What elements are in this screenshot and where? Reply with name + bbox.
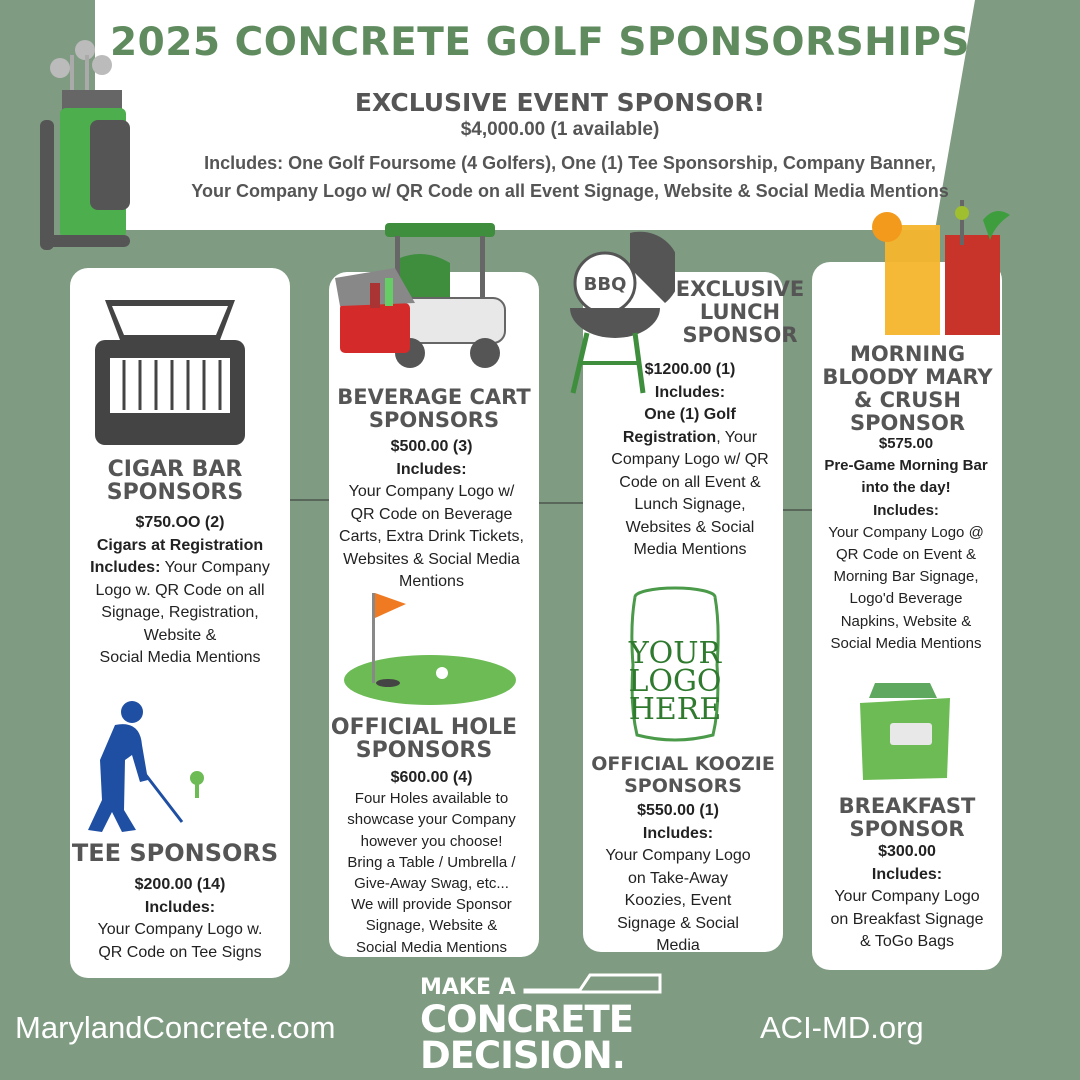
beverage-heading-line: BEVERAGE CART [337, 385, 531, 409]
exclusive-event-price: $4,000.00 (1 available) [460, 119, 660, 140]
lunch-line: Media Mentions [633, 541, 747, 558]
golf-hole-icon [340, 588, 530, 710]
hole-line: showcase your Company [347, 811, 516, 829]
koozie-heading-line: OFFICIAL KOOZIE [591, 753, 775, 775]
hole-price: $600.00 (4) [390, 769, 473, 786]
bloody-includes: Includes: [873, 501, 939, 519]
cocktail-glasses-icon [865, 195, 1015, 340]
tee-includes: Includes: [144, 898, 216, 916]
breakfast-heading-line: BREAKFAST [838, 794, 976, 818]
bloody-line: Napkins, Website & [840, 612, 972, 630]
exclusive-includes-line: Your Company Logo w/ QR Code on all Event Signage, Website & Social Media Mentions [191, 181, 949, 201]
breakfast-price: $300.00 [878, 843, 936, 860]
beverage-details [329, 436, 534, 594]
bloody-line: Your Company Logo @ [828, 523, 984, 541]
lunch-line: One (1) Golf [644, 406, 736, 423]
cigar-heading [70, 458, 280, 504]
lunch-price: $1200.00 (1) [644, 361, 736, 378]
hole-line: Social Media Mentions [356, 938, 507, 956]
bbq-label: BBQ [583, 274, 627, 295]
koozie-price: $550.00 (1) [637, 802, 719, 819]
cigar-heading-line: SPONSORS [106, 480, 244, 505]
cigar-line: Includes: [90, 559, 161, 576]
koozie-heading-line: SPONSORS [624, 775, 742, 797]
bloody-heading [815, 343, 1000, 435]
golf-cart-icon [330, 218, 510, 378]
bloody-heading-line: MORNING [849, 342, 966, 366]
koozie-line: on Take-Away [628, 869, 728, 887]
cigar-line: Cigars at Registration [96, 536, 264, 554]
koozie-icon [625, 585, 725, 745]
koozie-line: Signage & Social [617, 914, 739, 932]
lunch-line: Websites & Social [625, 518, 755, 536]
hole-line: We will provide Sponsor [351, 896, 512, 914]
breakfast-includes: Includes: [871, 865, 943, 883]
beverage-line: Websites & Social Media [343, 550, 520, 568]
beverage-includes: Includes: [396, 460, 467, 478]
hole-heading [324, 716, 524, 762]
koozie-logo-line: LOGO [628, 664, 722, 699]
cigar-line: Social Media Mentions [99, 649, 261, 666]
lunch-includes: Includes: [654, 383, 726, 401]
koozie-logo-line: YOUR [628, 636, 722, 671]
golfer-icon [80, 700, 220, 840]
hole-line: Signage, Website & [365, 917, 498, 935]
hole-heading-line: OFFICIAL HOLE [330, 715, 518, 740]
breakfast-heading [812, 795, 1002, 841]
beverage-line: Mentions [399, 573, 464, 590]
footer-website-left: MarylandConcrete.com [15, 1010, 336, 1045]
hole-line: Give-Away Swag, etc... [354, 875, 509, 893]
beverage-price: $500.00 (3) [390, 438, 473, 455]
koozie-logo-line: HERE [628, 692, 722, 727]
page-title: 2025 CONCRETE GOLF SPONSORSHIPS [109, 20, 971, 65]
cigar-box-icon [90, 280, 250, 450]
exclusive-event-heading: EXCLUSIVE EVENT SPONSOR! [354, 88, 766, 117]
cigar-heading-line: CIGAR BAR [107, 457, 243, 482]
cigar-line: Website & [143, 626, 217, 644]
lunch-heading-line: SPONSOR [682, 323, 798, 347]
lunch-line: , Your [716, 428, 758, 446]
lunch-heading [665, 278, 815, 347]
bloody-line: Pre-Game Morning Bar [824, 457, 988, 475]
paper-bag-icon [855, 678, 955, 783]
lunch-heading-line: LUNCH [699, 300, 781, 324]
hole-line: Four Holes available to [354, 790, 509, 808]
hole-heading-line: SPONSORS [355, 738, 493, 763]
cigar-line: Your Company [164, 559, 270, 576]
lunch-heading-line: EXCLUSIVE [675, 277, 805, 301]
koozie-line: Koozies, Event [624, 892, 732, 909]
exclusive-includes-line: Includes: One Golf Foursome (4 Golfers), One (1) Tee Sponsorship, Company Banner, [204, 153, 936, 173]
tee-line: Your Company Logo w. [97, 921, 263, 938]
tee-line: QR Code on Tee Signs [98, 943, 262, 961]
bloody-line: Social Media Mentions [830, 634, 982, 652]
bloody-heading-line: SPONSOR [849, 411, 966, 435]
breakfast-line: on Breakfast Signage [830, 910, 984, 928]
cigar-line: Signage, Registration, [101, 604, 259, 621]
lunch-line: Lunch Signage, [634, 496, 746, 513]
cigar-details [70, 512, 290, 670]
lunch-details [590, 359, 790, 562]
lunch-line: Registration [622, 428, 717, 446]
lunch-line: Code on all Event & [619, 473, 761, 491]
koozie-line: Media [656, 937, 700, 954]
bloody-line: into the day! [861, 479, 951, 497]
breakfast-details [812, 841, 1002, 954]
breakfast-line: & ToGo Bags [860, 933, 954, 950]
koozie-details [583, 800, 773, 958]
hole-details [329, 767, 534, 958]
footer-logo-line: MAKE A [420, 975, 516, 1000]
footer-website-right: ACI-MD.org [760, 1010, 924, 1045]
tee-heading: TEE SPONSORS [71, 839, 279, 867]
beverage-heading [329, 386, 539, 432]
beverage-line: QR Code on Beverage [350, 505, 513, 523]
cigar-price: $750.OO (2) [135, 514, 225, 531]
cigar-line: Logo w. QR Code on all [95, 581, 265, 599]
footer-logo-line: DECISION. [420, 1034, 625, 1077]
bloody-price: $575.00 [878, 435, 934, 452]
hole-line: however you choose! [360, 832, 503, 850]
bloody-heading-line: BLOODY MARY [822, 365, 993, 389]
bloody-line: Morning Bar Signage, [833, 568, 979, 586]
beverage-heading-line: SPONSORS [368, 408, 500, 432]
tee-details [70, 874, 290, 964]
tee-price: $200.00 (14) [134, 876, 226, 893]
koozie-includes: Includes: [642, 824, 714, 842]
bloody-line: Logo'd Beverage [849, 590, 963, 608]
breakfast-heading-line: SPONSOR [849, 817, 965, 841]
footer-logo-line: CONCRETE [420, 998, 634, 1041]
koozie-heading [583, 753, 783, 797]
bloody-heading-line: & CRUSH [854, 388, 961, 412]
lunch-line: Company Logo w/ QR [611, 451, 769, 468]
hole-line: Bring a Table / Umbrella / [347, 853, 516, 871]
bloody-details [812, 433, 1000, 655]
beverage-line: Carts, Extra Drink Tickets, [339, 528, 524, 545]
beverage-line: Your Company Logo w/ [348, 483, 515, 500]
bloody-line: QR Code on Event & [835, 546, 977, 564]
breakfast-line: Your Company Logo [834, 888, 980, 905]
koozie-line: Your Company Logo [605, 847, 751, 864]
